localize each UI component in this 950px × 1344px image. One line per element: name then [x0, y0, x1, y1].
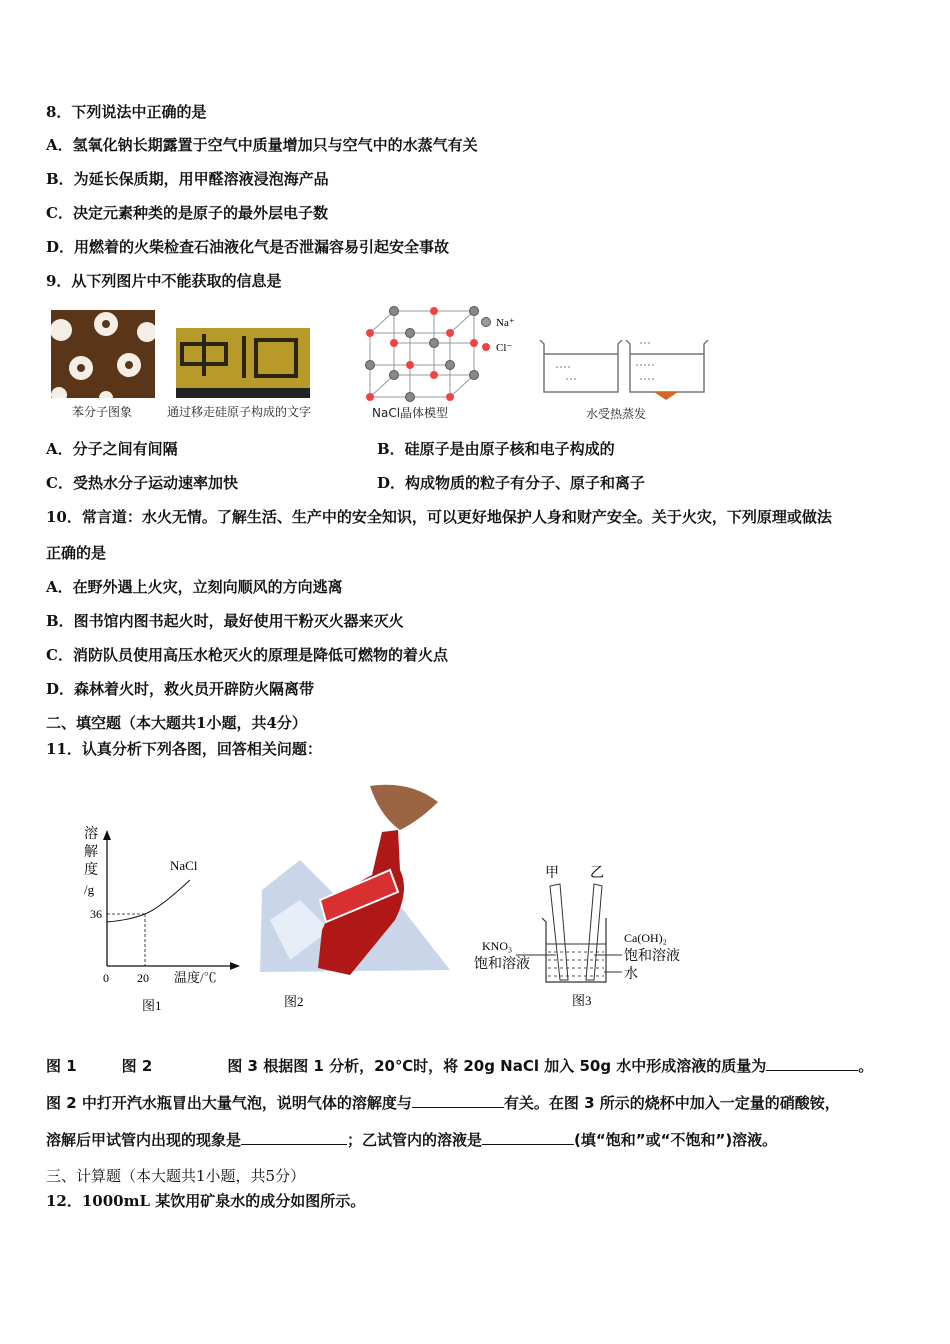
y-label-char: /g: [84, 882, 95, 897]
y-label-char: 解: [84, 845, 98, 860]
svg-text:° ° ° °: ° ° ° °: [640, 378, 655, 384]
q11-line3-text: 溶解后甲试管内出现的现象是: [46, 1131, 242, 1149]
water-label: 水: [624, 967, 638, 982]
curve-label: NaCl: [170, 858, 198, 873]
q10-stem-cont: 正确的是: [46, 544, 107, 562]
q11-line3-end: (填“饱和”或“不饱和”)溶液。: [574, 1131, 778, 1149]
caoh2-saturated-label: 饱和溶液: [624, 949, 680, 964]
q9-option-b: B．硅原子是由原子核和电子构成的: [377, 440, 615, 458]
q9-option-c: C．受热水分子运动速率加快: [46, 474, 238, 492]
y-label-char: 溶: [84, 827, 98, 842]
svg-text:° ° °: ° ° °: [566, 378, 577, 384]
q8-option-b: B．为延长保质期，用甲醛溶液浸泡海产品: [46, 170, 329, 188]
q11-line2-text-end: 有关。在图 3 所示的烧杯中加入一定量的硝酸铵，: [503, 1094, 840, 1112]
silicon-caption: 通过移走硅原子构成的文字: [167, 405, 312, 419]
na-ion-icon: [482, 318, 491, 327]
q8-option-a: A．氢氧化钠长期露置于空气中质量增加只与空气中的水蒸气有关: [46, 136, 478, 154]
answer-blank-1[interactable]: [766, 1056, 858, 1071]
q8-option-d: D．用燃着的火柴检查石油液化气是否泄漏容易引起安全事故: [46, 238, 450, 256]
answer-blank-3[interactable]: [241, 1130, 347, 1145]
svg-text:° ° ° °: ° ° ° °: [556, 366, 571, 372]
cl-label: Cl⁻: [496, 342, 513, 354]
nacl-curve: [107, 880, 190, 922]
caoh2-label: Ca(OH)₂: [624, 931, 667, 945]
kno3-saturated-label: 饱和溶液: [474, 957, 530, 972]
kno3-label: KNO₃: [482, 939, 513, 953]
answer-blank-4[interactable]: [482, 1130, 574, 1145]
q11-line1: [46, 1056, 873, 1076]
q11-line1-text: 图 1 图 2 图 3 根据图 1 分析，20℃时，将 20g NaCl 加入 50g 水中形成溶液的质量为: [46, 1057, 767, 1075]
silicon-text-image: [176, 328, 310, 398]
q10-option-b: B．图书馆内图书起火时，最好使用干粉灭火器来灭火: [46, 612, 404, 630]
q8-stem: 8．下列说法中正确的是: [46, 103, 207, 121]
cl-ion-icon: [482, 343, 490, 351]
q11-line3: [46, 1130, 777, 1150]
tube-a-label: 甲: [545, 866, 559, 881]
benzene-caption: 苯分子图象: [72, 405, 133, 419]
q11-line3-mid: ；乙试管内的溶液是: [347, 1131, 483, 1149]
na-label: Na⁺: [496, 317, 515, 329]
q10-stem: 10．常言道：水火无情。了解生活、生产中的安全知识，可以更好地保护人身和财产安全。关于火灾，下列原理或做法: [46, 508, 832, 526]
q9-stem: 9．从下列图片中不能获取的信息是: [46, 272, 282, 290]
q11-line2: [46, 1093, 840, 1113]
q9-option-a: A．分子之间有间隔: [46, 440, 178, 458]
svg-text:° ° ° ° °: ° ° ° ° °: [636, 364, 654, 370]
svg-text:° ° °: ° ° °: [640, 342, 651, 348]
q9-option-d: D．构成物质的粒子有分子、原子和离子: [377, 474, 646, 492]
fig2-soda-bottle: [260, 780, 460, 1020]
q11-stem: 11．认真分析下列各图，回答相关问题：: [46, 740, 322, 758]
q10-option-c: C．消防队员使用高压水枪灭火的原理是降低可燃物的着火点: [46, 646, 448, 664]
section-3-heading: 三、计算题（本大题共1小题，共5分）: [46, 1167, 306, 1185]
fig2-caption: 图2: [284, 994, 304, 1009]
water-caption: 水受热蒸发: [586, 407, 647, 421]
q12-stem: 12．1000mL 某饮用矿泉水的成分如图所示。: [46, 1192, 366, 1210]
water-evaporation-image: [536, 330, 710, 400]
nacl-caption: NaCl晶体模型: [372, 406, 449, 420]
x-label: 温度/℃: [174, 970, 217, 985]
y-tick: 36: [90, 907, 102, 921]
q8-option-c: C．决定元素种类的是原子的最外层电子数: [46, 204, 328, 222]
x-tick: 0: [103, 971, 109, 985]
section-2-heading: 二、填空题（本大题共1小题，共4分）: [46, 714, 307, 732]
fig3-caption: 图3: [572, 993, 592, 1008]
tube-b-label: 乙: [590, 866, 604, 881]
benzene-image: [51, 310, 155, 398]
x-tick: 20: [137, 971, 149, 985]
q11-line2-text: 图 2 中打开汽水瓶冒出大量气泡，说明气体的溶解度与: [46, 1094, 412, 1112]
fig1-caption: 图1: [142, 998, 162, 1013]
fig3-beaker: [470, 860, 700, 1020]
q11-line1-end: 。: [858, 1057, 874, 1075]
nacl-crystal-model: [364, 303, 524, 403]
y-label-char: 度: [84, 863, 98, 878]
fig1-solubility-curve: [70, 820, 250, 1020]
q10-option-a: A．在野外遇上火灾，立刻向顺风的方向逃离: [46, 578, 343, 596]
q10-option-d: D．森林着火时，救火员开辟防火隔离带: [46, 680, 315, 698]
answer-blank-2[interactable]: [412, 1093, 504, 1108]
